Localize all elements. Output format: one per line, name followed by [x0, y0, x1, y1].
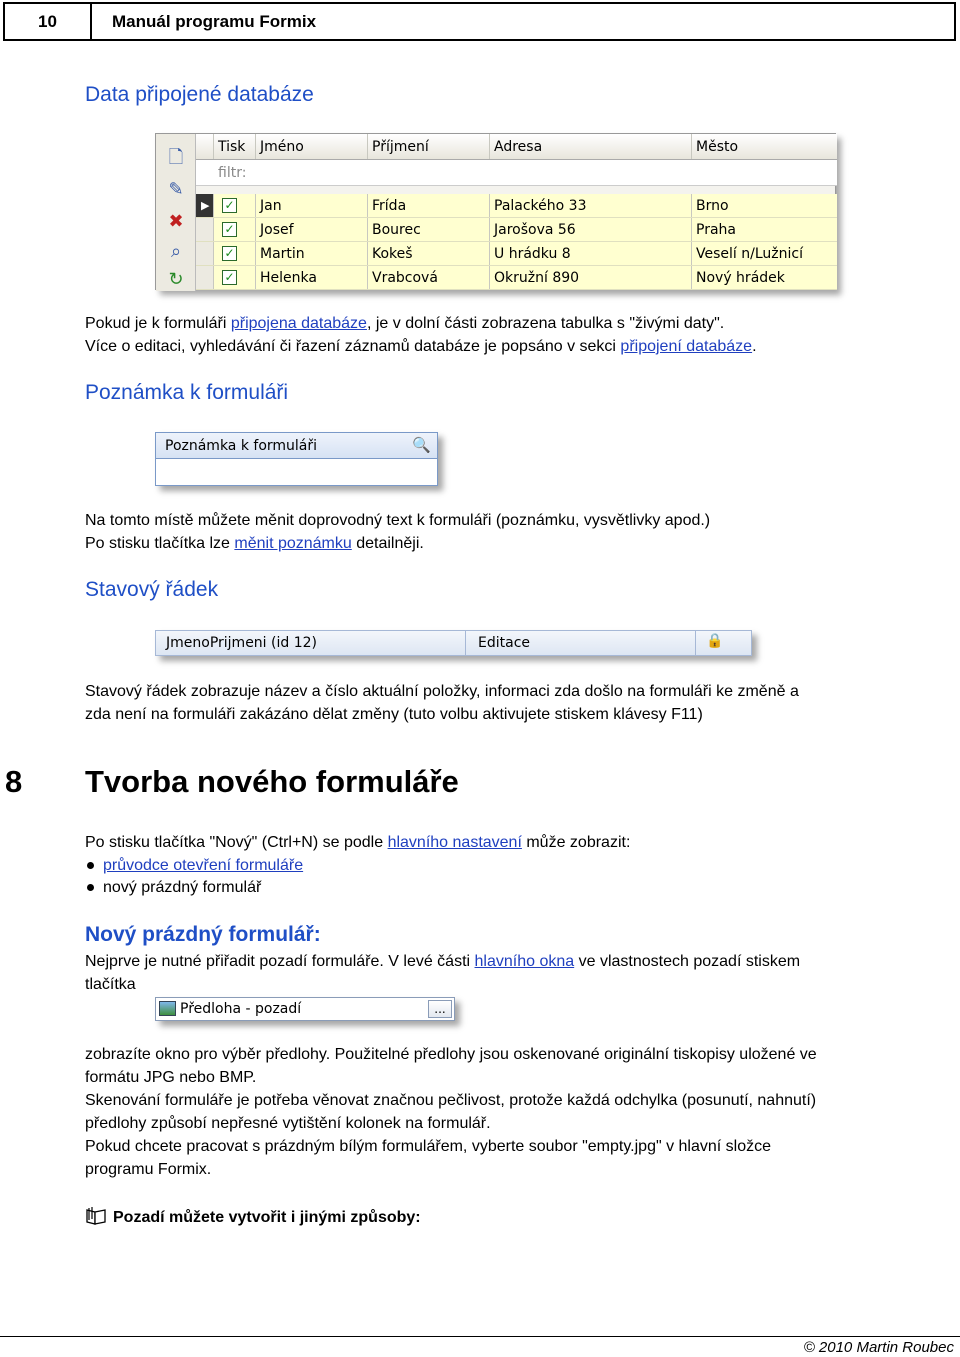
cell-first-name: Jan: [256, 194, 368, 217]
note-panel-title: Poznámka k formuláři 🔍: [156, 433, 437, 459]
find-icon[interactable]: ⌕: [170, 241, 182, 261]
background-template-label: Předloha - pozadí: [180, 1001, 302, 1017]
column-header-tisk[interactable]: Tisk: [214, 134, 256, 159]
paragraph: Více o editaci, vyhledávání či řazení záznamů databáze je popsáno v sekci připojení databáze.: [85, 338, 757, 355]
chapter-title: Tvorba nového formuláře: [85, 764, 459, 799]
paragraph: Na tomto místě můžete měnit doprovodný text k formuláři (poznámku, vysvětlivky apod.): [85, 512, 711, 529]
manual-title: Manuál programu Formix: [92, 2, 956, 41]
picture-icon: [159, 1001, 176, 1016]
print-checkbox[interactable]: ✓: [222, 246, 237, 261]
cell-first-name: Josef: [256, 218, 368, 241]
print-checkbox[interactable]: ✓: [222, 198, 237, 213]
column-header-prijmeni[interactable]: Příjmení: [368, 134, 490, 159]
link-pripojena-databaze[interactable]: připojena databáze: [230, 315, 367, 332]
section-heading-status: Stavový řádek: [85, 578, 219, 601]
cell-first-name: Helenka: [256, 266, 368, 289]
paragraph: programu Formix.: [85, 1161, 212, 1178]
column-header-adresa[interactable]: Adresa: [490, 134, 692, 159]
table-row[interactable]: [196, 266, 837, 290]
status-edit-mode: Editace: [466, 631, 696, 655]
paragraph: Pokud chcete pracovat s prázdným bílým formulářem, vyberte soubor "empty.jpg" v hlavní složce: [85, 1138, 772, 1155]
link-pripojeni-databaze[interactable]: připojení databáze: [620, 338, 753, 355]
paragraph: Po stisku tlačítka lze měnit poznámku detailněji.: [85, 535, 424, 552]
paragraph: Nejprve je nutné přiřadit pozadí formuláře. V levé části hlavního okna ve vlastnostech pozadí stiskem: [85, 953, 801, 970]
current-row-arrow-icon: ▶: [196, 194, 214, 217]
browse-button[interactable]: ...: [428, 1000, 452, 1018]
paragraph: zobrazíte okno pro výběr předlohy. Použitelné předlohy jsou oskenované originální tiskopisy uložené ve: [85, 1046, 817, 1063]
magnifier-icon[interactable]: 🔍: [412, 436, 431, 454]
paragraph: předlohy způsobí nepřesné vytištění kolonek na formulář.: [85, 1115, 491, 1132]
paragraph: Pokud je k formuláři připojena databáze, je v dolní části zobrazena tabulka s "živými daty".: [85, 315, 725, 332]
cell-last-name: Frída: [368, 194, 490, 217]
cell-last-name: Vrabcová: [368, 266, 490, 289]
cell-address: U hrádku 8: [490, 242, 692, 265]
cell-last-name: Kokeš: [368, 242, 490, 265]
paragraph: formátu JPG nebo BMP.: [85, 1069, 257, 1086]
footer-copyright: © 2010 Martin Roubec: [803, 1339, 954, 1356]
cell-address: Okružní 890: [490, 266, 692, 289]
paragraph: Po stisku tlačítka "Nový" (Ctrl+N) se podle hlavního nastavení může zobrazit:: [85, 834, 631, 851]
cell-city: Praha: [696, 221, 736, 238]
book-icon: [85, 1206, 107, 1226]
chapter-number: 8: [5, 764, 23, 799]
status-bar-screenshot: [155, 630, 752, 656]
bullet: [87, 884, 94, 891]
note-panel-screenshot: [155, 432, 438, 486]
cell-address: Palackého 33: [490, 194, 692, 217]
grid-toolbar: [156, 134, 196, 291]
link-pruvodce-otevreni-formulare[interactable]: průvodce otevření formuláře: [103, 857, 304, 874]
section-heading-note: Poznámka k formuláři: [85, 381, 289, 404]
section-heading-database: Data připojené databáze: [85, 83, 314, 106]
list-item: nový prázdný formulář: [103, 879, 262, 896]
cell-city: Brno: [696, 197, 729, 214]
paragraph: tlačítka: [85, 976, 136, 993]
paragraph: Skenování formuláře je potřeba věnovat značnou pečlivost, protože každá odchylka (posunutí, nahnutí): [85, 1092, 817, 1109]
cell-address: Jarošova 56: [490, 218, 692, 241]
link-hlavniho-okna[interactable]: hlavního okna: [474, 953, 575, 970]
footer-divider: [0, 1336, 960, 1337]
tip-text: Pozadí můžete vytvořit i jinými způsoby:: [113, 1209, 421, 1226]
link-menit-poznamku[interactable]: měnit poznámku: [234, 535, 352, 552]
refresh-icon[interactable]: ↻: [168, 269, 184, 289]
new-record-icon[interactable]: 🗋: [168, 147, 184, 167]
background-template-field-screenshot: [155, 997, 455, 1021]
cell-first-name: Martin: [256, 242, 368, 265]
table-row[interactable]: [196, 242, 837, 266]
grid-header: [196, 134, 837, 160]
delete-record-icon[interactable]: ✖: [168, 211, 184, 231]
section-heading-empty-form: Nový prázdný formulář:: [85, 923, 321, 946]
paragraph: Stavový řádek zobrazuje název a číslo aktuální položky, informaci zda došlo na formuláři ke změně a: [85, 683, 799, 700]
grid-filter-row[interactable]: [196, 160, 837, 186]
page-number: 10: [3, 2, 92, 41]
table-row[interactable]: [196, 218, 837, 242]
filter-label: filtr:: [218, 164, 247, 181]
column-header-mesto[interactable]: Město: [696, 138, 739, 155]
data-grid: [196, 134, 837, 291]
print-checkbox[interactable]: ✓: [222, 222, 237, 237]
bullet: [87, 862, 94, 869]
table-row[interactable]: [196, 194, 837, 218]
paragraph: zda není na formuláři zakázáno dělat změny (tuto volbu aktivujete stiskem klávesy F11): [85, 706, 703, 723]
lock-icon[interactable]: 🔒: [706, 633, 724, 649]
print-checkbox[interactable]: ✓: [222, 270, 237, 285]
database-grid-screenshot: [155, 133, 836, 290]
cell-city: Nový hrádek: [696, 269, 785, 286]
cell-city: Veselí n/Lužnicí: [696, 245, 803, 262]
column-header-jmeno[interactable]: Jméno: [256, 134, 368, 159]
link-hlavniho-nastaveni[interactable]: hlavního nastavení: [387, 834, 522, 851]
cell-last-name: Bourec: [368, 218, 490, 241]
status-item-name: JmenoPrijmeni (id 12): [156, 631, 466, 655]
edit-record-icon[interactable]: ✎: [168, 179, 184, 199]
